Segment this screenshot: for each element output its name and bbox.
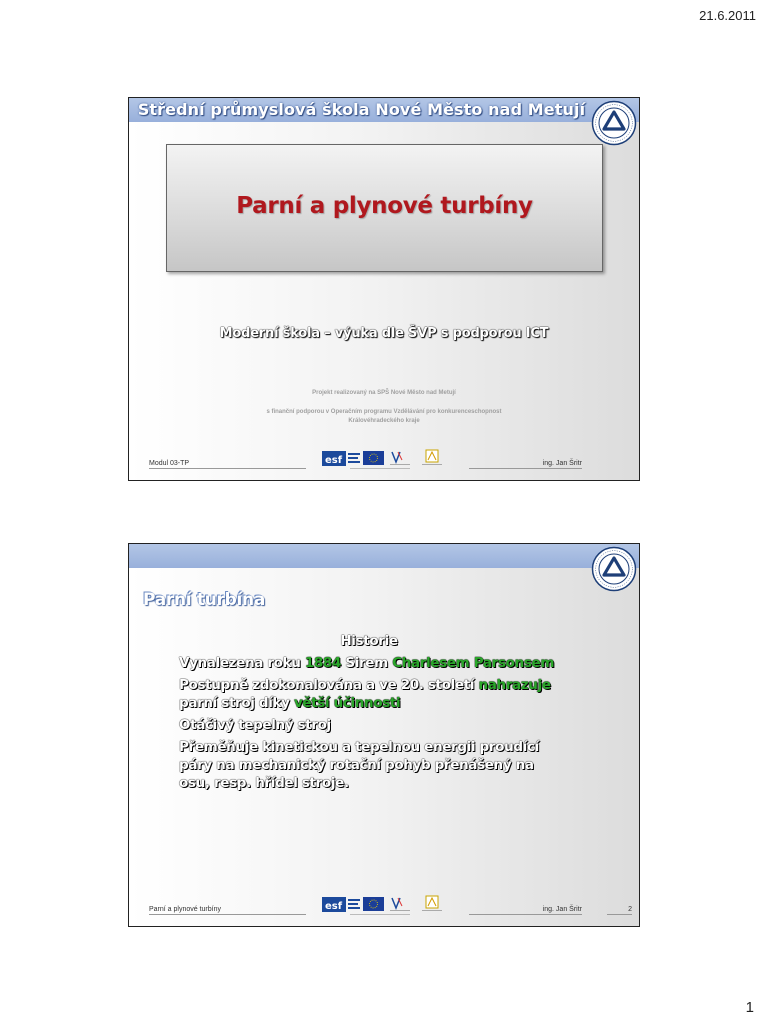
footer-module: Modul 03-TP (149, 460, 306, 469)
school-logo-icon (591, 546, 637, 592)
footer-topic: Parní a plynové turbíny (149, 906, 306, 915)
bullet-improved-line-2: parní stroj díky větší účinnosti (179, 695, 401, 711)
slide-heading: Parní turbína (143, 590, 265, 610)
footer-author: ing. Jan Šritr (469, 460, 582, 469)
school-title: Střední průmyslová škola Nové Město nad Metují (137, 100, 586, 119)
title-box (166, 144, 603, 272)
page-number: 1 (745, 999, 754, 1016)
eu-logos-icon (322, 448, 447, 470)
bullet-converts-line-2: páry na mechanický rotační pohyb přenášený na (179, 757, 534, 773)
presentation-title: Parní a plynové turbíny (236, 193, 533, 219)
slide-content (179, 632, 579, 792)
header-band (129, 544, 639, 568)
svg-text:esf: esf (325, 901, 343, 912)
slide-2 (128, 543, 640, 927)
project-line-2: s finanční podporou v Operačním programu Vzdělávání pro konkurenceschopnost (266, 409, 502, 415)
svg-text:esf: esf (325, 455, 343, 466)
slide-footer (129, 896, 639, 920)
subtitle: Moderní škola – výuka dle ŠVP s podporou ICT (219, 326, 549, 341)
slide-footer (129, 450, 639, 474)
bullet-converts-line-1: Přeměňuje kinetickou a tepelnou energii proudící (179, 739, 539, 755)
slide-1 (128, 97, 640, 481)
footer-author: ing. Jan Šritr (469, 906, 582, 915)
project-line-1: Projekt realizovaný na SPŠ Nové Město nad Metují (312, 390, 456, 396)
historie-heading: Historie (340, 633, 398, 649)
bullet-rotary: Otáčivý tepelný stroj (179, 717, 331, 733)
slide-number: 2 (607, 906, 632, 915)
bullet-improved-line-1: Postupně zdokonalována a ve 20. století nahrazuje (179, 677, 551, 693)
project-line-3: Královéhradeckého kraje (348, 418, 420, 424)
eu-logos-icon (322, 894, 447, 916)
bullet-converts-line-3: osu, resp. hřídel stroje. (179, 775, 349, 791)
page-date: 21.6.2011 (699, 8, 756, 23)
bullet-invented: Vynalezena roku 1884 Sirem Charlesem Parsonsem (179, 655, 555, 671)
school-logo-icon (591, 100, 637, 146)
